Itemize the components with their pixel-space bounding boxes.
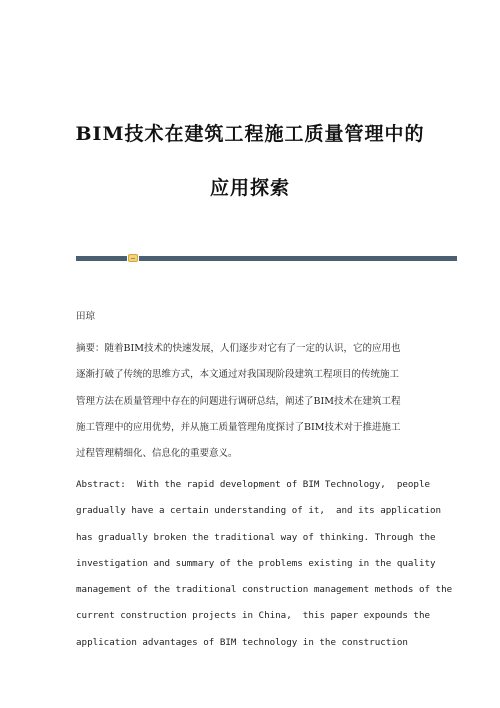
abstract-en-line: application advantages of BIM technology in the construction: [76, 636, 408, 648]
abstract-en-line: has gradually broken the traditional way of thinking. Through the: [76, 531, 436, 543]
abstract-en-line: Abstract: With the rapid development of BIM Technology, people: [76, 479, 431, 490]
abstract-en-line: gradually have a certain understanding of it, and its application: [76, 505, 442, 517]
abstract-en-line: investigation and summary of the problems existing in the quality: [76, 557, 436, 569]
abstract-en-line: management of the traditional construction management methods of the: [76, 584, 453, 596]
title-divider: [76, 256, 457, 261]
divider-bar-right: [139, 256, 457, 261]
abstract-cn-line: 施工管理中的应用优势，并从施工质量管理角度探讨了BIM技术对于推进施工: [76, 421, 401, 433]
abstract-cn-line: 管理方法在质量管理中存在的问题进行调研总结，阐述了BIM技术在建筑工程: [76, 395, 401, 407]
author-name: 田琼: [76, 311, 96, 322]
abstract-cn-line: 摘要：随着BIM技术的快速发展，人们逐步对它有了一定的认识，它的应用也: [76, 343, 401, 354]
divider-bar-left: [76, 256, 127, 261]
document-badge-icon: [128, 254, 138, 262]
abstract-cn-line: 逐渐打破了传统的思维方式，本文通过对我国现阶段建筑工程项目的传统施工: [76, 369, 400, 381]
abstract-en-line: current construction projects in China, this paper expounds the: [76, 610, 431, 622]
page-title-line-1: BIM技术在建筑工程施工质量管理中的: [75, 123, 425, 145]
abstract-cn-line: 过程管理精细化、信息化的重要意义。: [76, 448, 238, 460]
page-title-line-2: 应用探索: [209, 177, 290, 199]
abstract-english: [76, 472, 453, 656]
abstract-chinese: [76, 336, 422, 467]
